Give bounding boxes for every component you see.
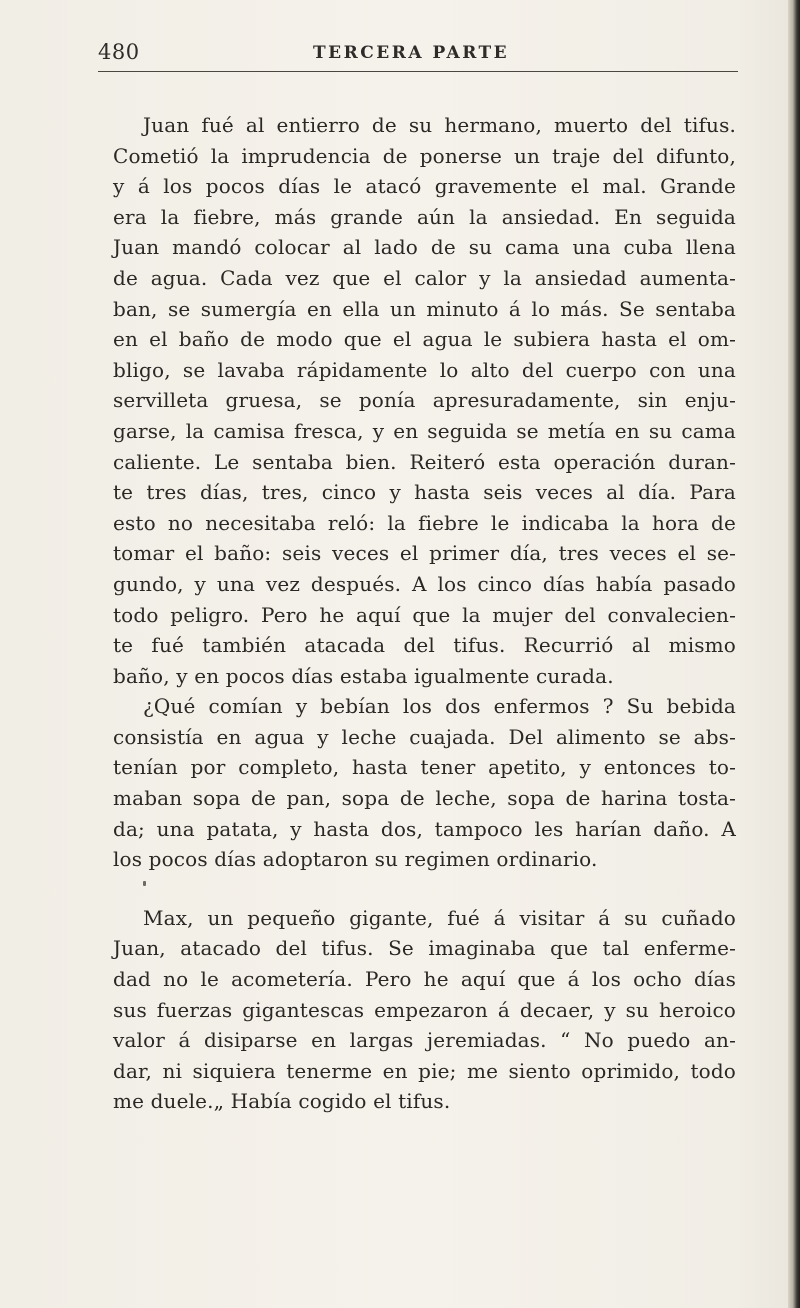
book-spine-edge — [788, 0, 800, 1308]
text-line: maban sopa de pan, sopa de leche, sopa de harina tosta- — [113, 786, 736, 811]
text-line: valor á disiparse en largas jeremiadas. “ No puedo an- — [113, 1028, 736, 1053]
text-line: bligo, se lavaba rápidamente lo alto del cuerpo con una — [113, 357, 736, 382]
text-line: caliente. Le sentaba bien. Reiteró esta operación duran- — [113, 449, 736, 474]
text-line: ban, se sumergía en ella un minuto á lo más. Se sentaba — [113, 296, 736, 321]
text-line: baño, y en pocos días estaba igualmente curada. — [113, 663, 614, 688]
header-rule — [98, 71, 738, 72]
text-line: servilleta gruesa, se ponía apresuradamente, sin enju- — [113, 388, 736, 413]
text-line: me duele.„ Había cogido el tifus. — [113, 1089, 451, 1114]
running-head: TERCERA PARTE — [313, 43, 510, 63]
paragraph — [113, 691, 736, 875]
text-line: todo peligro. Pero he aquí que la mujer del convalecien- — [113, 602, 736, 627]
text-line: consistía en agua y leche cuajada. Del alimento se abs- — [113, 724, 736, 749]
text-line: Max, un pequeño gigante, fué á visitar á su cuñado — [143, 905, 736, 930]
text-line: Juan mandó colocar al lado de su cama una cuba llena — [113, 235, 736, 260]
body-text — [113, 110, 736, 1117]
text-line: da; una patata, y hasta dos, tampoco les harían daño. A — [113, 816, 736, 841]
ink-speck — [143, 881, 146, 886]
text-line: Juan, atacado del tifus. Se imaginaba que tal enferme- — [113, 936, 736, 961]
text-line: tenían por completo, hasta tener apetito, y entonces to- — [113, 755, 736, 780]
text-line: Juan fué al entierro de su hermano, muerto del tifus. — [143, 113, 736, 137]
text-line: los pocos días adoptaron su regimen ordinario. — [113, 847, 598, 872]
text-line: sus fuerzas gigantescas empezaron á decaer, y su heroico — [113, 997, 736, 1022]
text-line: te fué también atacada del tifus. Recurrió al mismo — [113, 633, 736, 658]
text-line: gundo, y una vez después. A los cinco días había pasado — [113, 571, 736, 596]
text-line: dar, ni siquiera tenerme en pie; me siento oprimido, todo — [113, 1058, 736, 1083]
text-line: garse, la camisa fresca, y en seguida se metía en su cama — [113, 418, 736, 443]
text-line: dad no le acometería. Pero he aquí que á los ocho días — [113, 967, 736, 992]
text-line: Cometió la imprudencia de ponerse un traje del difunto, — [113, 143, 736, 168]
page-header — [98, 40, 738, 72]
paragraph — [113, 110, 736, 691]
page-number: 480 — [98, 40, 140, 64]
text-line: ¿Qué comían y bebían los dos enfermos ? Su bebida — [143, 694, 736, 719]
text-line: en el baño de modo que el agua le subiera hasta el om- — [113, 327, 736, 352]
text-line: y á los pocos días le atacó gravemente el mal. Grande — [113, 174, 736, 199]
text-line: esto no necesitaba reló: la fiebre le indicaba la hora de — [113, 510, 736, 535]
text-line: te tres días, tres, cinco y hasta seis veces al día. Para — [113, 480, 736, 505]
text-line: de agua. Cada vez que el calor y la ansiedad aumenta- — [113, 265, 736, 290]
paragraph-gap — [113, 875, 736, 903]
paragraph — [113, 903, 736, 1117]
text-line: tomar el baño: seis veces el primer día, tres veces el se- — [113, 541, 736, 566]
text-line: era la fiebre, más grande aún la ansiedad. En seguida — [113, 204, 736, 229]
